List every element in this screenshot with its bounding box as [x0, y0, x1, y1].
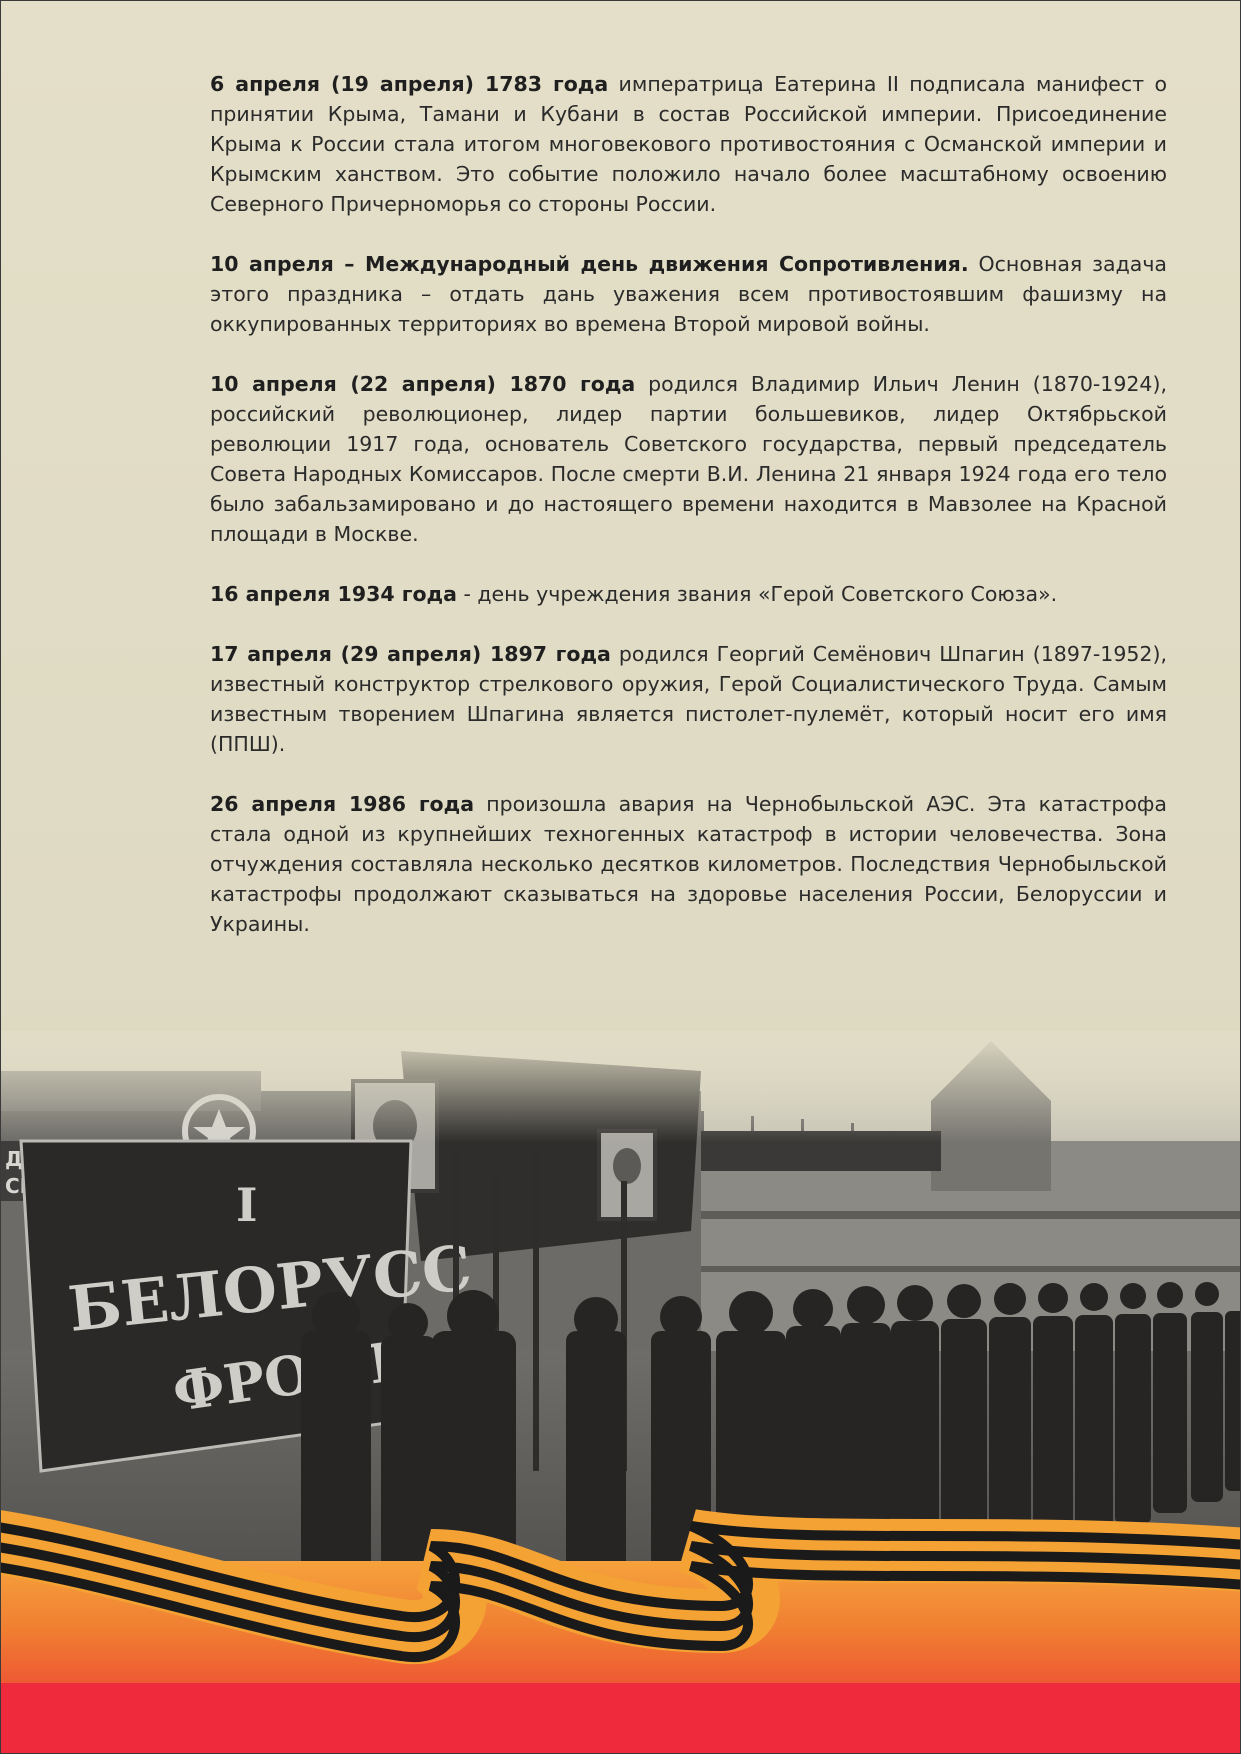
event-description: родился Владимир Ильич Ленин (1870-1924), российский революционер, лидер партии большевиков, лидер Октябрьской революции 1917 года, основатель Советского государства, первый председатель Совета Народных Комиссаров. После смерти В.И. Ленина 21 января 1924 года его тело было забальзамировано и до настоящего времени находится в Мавзолее на Красной площади в Москве.	[210, 372, 1167, 546]
event-date: 6 апреля (19 апреля) 1783 года	[210, 72, 609, 96]
event-description: Основная задача этого праздника – отдать дань уважения всем противостоявшим фашизму на оккупированных территориях во времена Второй мировой войны.	[210, 252, 1167, 336]
event-entry	[210, 249, 1167, 339]
bottom-red-bar	[1, 1683, 1241, 1754]
events-text	[210, 69, 1167, 969]
st-george-ribbon	[1, 1501, 1241, 1691]
event-date: 26 апреля 1986 года	[210, 792, 475, 816]
event-entry	[210, 69, 1167, 219]
event-entry	[210, 639, 1167, 759]
event-entry	[210, 579, 1167, 609]
event-entry	[210, 789, 1167, 939]
event-description: родился Георгий Семёнович Шпагин (1897-1952), известный конструктор стрелкового оружия, Герой Социалистического Труда. Самым известным творением Шпагина является пистолет-пулемёт, который носит его имя (ППШ).	[210, 642, 1167, 756]
event-description: - день учреждения звания «Герой Советского Союза».	[456, 582, 1058, 606]
event-description: произошла авария на Чернобыльской АЭС. Эта катастрофа стала одной из крупнейших техногенных катастроф в истории человечества. Зона отчуждения составляла несколько десятков километров. Последствия Чернобыльской катастрофы продолжают сказываться на здоровье населения России, Белоруссии и Украины.	[210, 792, 1167, 936]
event-date: 17 апреля (29 апреля) 1897 года	[210, 642, 611, 666]
event-entry	[210, 369, 1167, 549]
event-date: 10 апреля – Международный день движения Сопротивления.	[210, 252, 969, 276]
event-description: императрица Еатерина II подписала манифест о принятии Крыма, Тамани и Кубани в состав Российской империи. Присоединение Крыма к России стала итогом многовекового противостояния с Османской империи и Крымским ханством. Это событие положило начало более масштабному освоению Северного Причерноморья со стороны России.	[210, 72, 1167, 216]
event-date: 10 апреля (22 апреля) 1870 года	[210, 372, 636, 396]
event-date: 16 апреля 1934 года	[210, 582, 457, 606]
